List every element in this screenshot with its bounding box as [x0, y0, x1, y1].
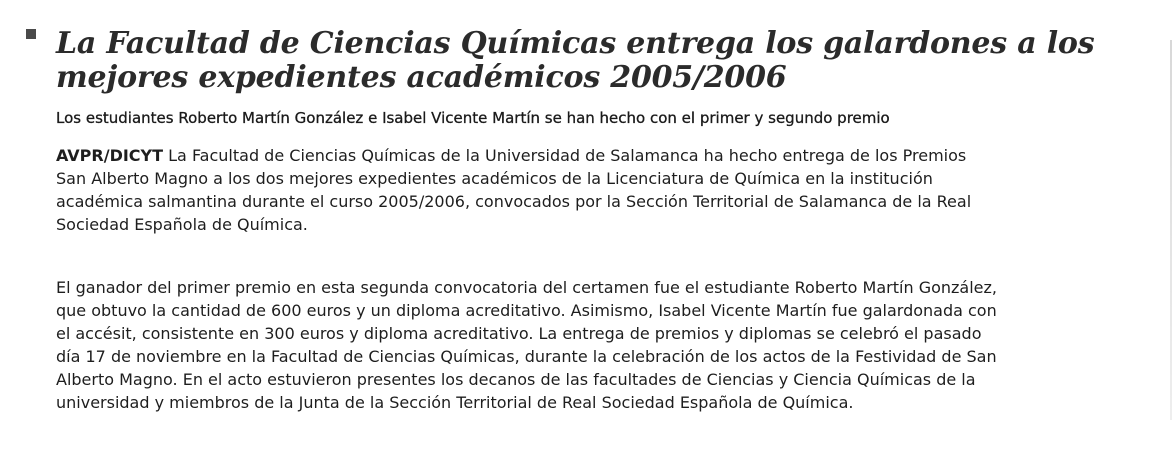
- paragraph-line: académica salmantina durante el curso 2005/2006, convocados por la Sección Territorial de Salamanca de la Real: [56, 192, 972, 211]
- paragraph-line: universidad y miembros de la Junta de la Sección Territorial de Real Sociedad Española de Química.: [56, 393, 854, 412]
- paragraph-line-text: La Facultad de Ciencias Químicas de la Universidad de Salamanca ha hecho entrega de los Premios: [163, 146, 967, 165]
- paragraph-line: El ganador del primer premio en esta segunda convocatoria del certamen fue el estudiante Roberto Martín González,: [56, 278, 997, 297]
- headline-line: mejores expedientes académicos 2005/2006: [56, 60, 787, 95]
- headline-line: La Facultad de Ciencias Químicas entrega los galardones a los: [56, 26, 1095, 61]
- paragraph-line: día 17 de noviembre en la Facultad de Ciencias Químicas, durante la celebración de los actos de la Festividad de San: [56, 347, 997, 366]
- article-paragraph-2: [56, 276, 1118, 414]
- square-bullet-icon: [26, 29, 36, 39]
- byline: AVPR/DICYT: [56, 146, 164, 165]
- paragraph-line: San Alberto Magno a los dos mejores expedientes académicos de la Licenciatura de Química en la institución: [56, 169, 933, 188]
- scan-edge-shadow: [1170, 40, 1172, 420]
- paragraph-line: que obtuvo la cantidad de 600 euros y un diploma acreditativo. Asimismo, Isabel Vicente Martín fue galardonada con: [56, 301, 997, 320]
- article-paragraph-1: [56, 144, 1118, 236]
- paragraph-line: Sociedad Española de Química.: [56, 215, 308, 234]
- paragraph-line: el accésit, consistente en 300 euros y diploma acreditativo. La entrega de premios y diplomas se celebró el pasado: [56, 324, 982, 343]
- article-headline: [56, 27, 1166, 95]
- paragraph-line: [56, 144, 1118, 167]
- article-subheadline: Los estudiantes Roberto Martín González e Isabel Vicente Martín se han hecho con el primer y segundo premio: [56, 109, 890, 127]
- paragraph-line: Alberto Magno. En el acto estuvieron presentes los decanos de las facultades de Ciencias y Ciencia Químicas de la: [56, 370, 976, 389]
